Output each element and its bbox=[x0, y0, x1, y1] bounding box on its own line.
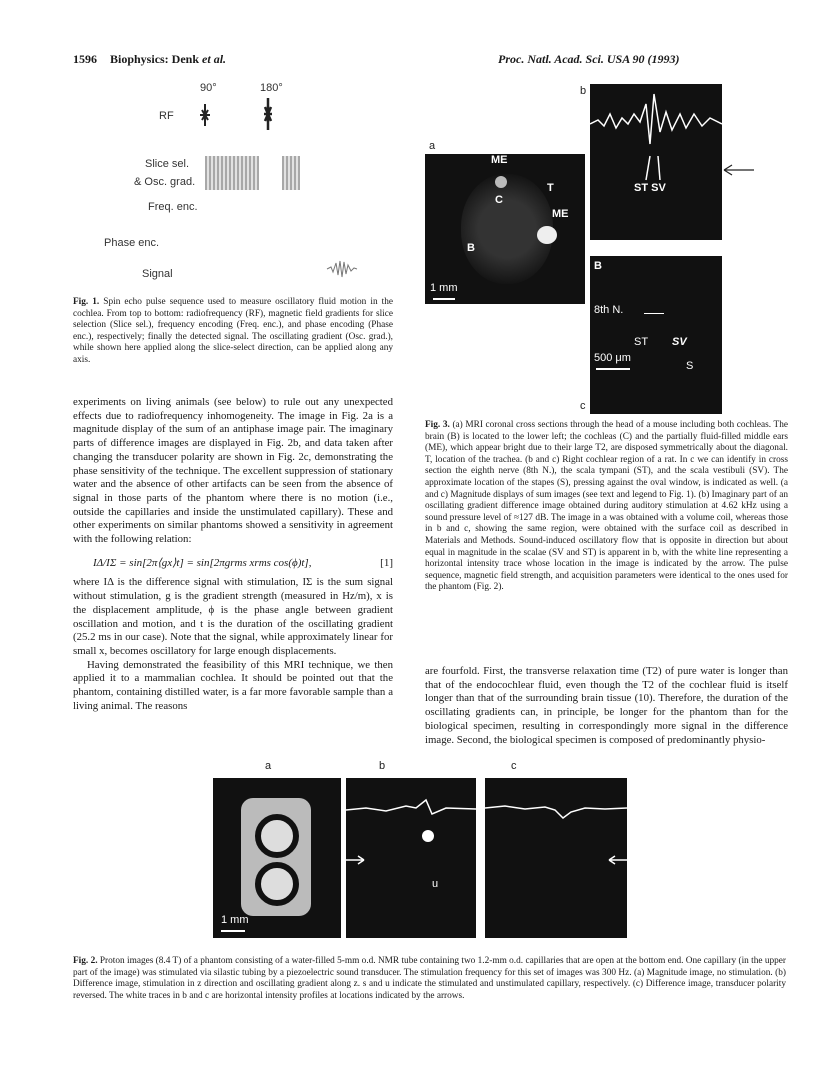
fig2-panel-b-label: b bbox=[379, 760, 386, 772]
running-header-left bbox=[73, 52, 226, 67]
fig3-caption bbox=[425, 420, 788, 594]
fig3-panel-c-label: c bbox=[580, 400, 586, 412]
fig2-a-capillary-s bbox=[255, 814, 299, 858]
left-paragraph-2: where IΔ is the difference signal with stimulation, IΣ is the sum signal without stimulation, g is the gradient strength (measured in Hz/m), x is the displacement amplitude, ϕ is the phase angle between gradient oscillation and motion, and t is the duration of the oscillating gradient (25.2 ms in our case). Note that the signal, while approximately linear for small x, becomes oscillatory for large enough displacements. bbox=[73, 576, 393, 657]
fig3-b-trace bbox=[590, 84, 722, 240]
fig3-panel-a-image bbox=[425, 154, 585, 304]
fig3-panel-c-image bbox=[590, 256, 722, 414]
fig1-caption bbox=[73, 297, 393, 367]
equation-number: [1] bbox=[380, 556, 393, 569]
fig2-a-scale-label: 1 mm bbox=[221, 914, 249, 926]
rf-pulse-90 bbox=[198, 102, 212, 128]
osc-gradient-block-1 bbox=[205, 156, 259, 190]
fig1-caption-label: Fig. 1. bbox=[73, 297, 100, 307]
fig3-a-label-c: C bbox=[495, 194, 503, 206]
fig3-c-label-b: B bbox=[594, 260, 602, 272]
fig3-caption-text: (a) MRI coronal cross sections through the head of a mouse including both cochleas. The brain (B) is located to the lower left; the cochleas (C) and the partially fluid-filled middle ears (ME), which appear bright due to their large T2, are disposed symmetrically about the diagonal. T, location of the trachea. (b and c) Right cochlear region of a rat. In c we can identify in cross section the eighth nerve (8th N.), the scala tympani (ST), and the scala vestibuli (SV). The approximate location of the stapes (S), pressing against the oval window, is indicated as well. (a and c) Magnitude displays of sum images (see text and legend to Fig. 1). (b) Imaginary part of an oscillating gradient difference image obtained during auditory stimulation at 4.62 kHz using a sound pressure level of ≈127 dB. The image in a was obtained with a volume coil, whereas those in b and c, showing the same region, were obtained with the surface coil as described in Materials and Methods. Sound-induced oscillatory flow that is opposite in direction but about equal in magnitude in the scalae (SV and ST) is apparent in b, with the white line representing a horizontal intensity trace whose location in the image is indicated by the arrow. The pulse sequence, magnetic field strength, and acquisition parameters were identical to the ones used for the phantom (Fig. 2). bbox=[425, 420, 788, 593]
fig2-caption-text: Proton images (8.4 T) of a phantom consisting of a water-filled 5-mm o.d. NMR tube containing two 1.2-mm o.d. capillaries that are open at the bottom end. One capillary (in the upper part of the image) was stimulated via silastic tubing by a piezoelectric sound transducer. The stimulation frequency for this set of images was 300 Hz. (a) Magnitude image, no stimulation. (b) Difference image, stimulation in z direction and oscillating gradient along z. s and u indicate the stimulated and unstimulated capillary, respectively. (c) Difference image, transducer polarity reversed. The white traces in b and c are horizontal intensity profiles at locations indicated by the arrows. bbox=[73, 956, 786, 1001]
fig2-panel-a-image bbox=[213, 778, 341, 938]
fig1-label-phase-enc: Phase enc. bbox=[104, 237, 160, 249]
fig3-a-label-me1: ME bbox=[491, 154, 508, 166]
fig2-caption bbox=[73, 956, 786, 1002]
fig3-c-label-s: S bbox=[686, 360, 694, 372]
fig2-panel-a-label: a bbox=[265, 760, 272, 772]
fig3-a-bright-blob bbox=[537, 226, 557, 244]
figure-2 bbox=[213, 760, 633, 950]
fig3-a-label-b: B bbox=[467, 242, 475, 254]
section-title: Biophysics: Denk bbox=[110, 52, 200, 66]
fig1-caption-text: Spin echo pulse sequence used to measure oscillatory fluid motion in the cochlea. From top to bottom: radiofrequency (RF), magnetic field gradients for slice selection (Slice sel.), frequency encoding (Freq. enc.), and phase encoding (Phase enc.), respectively; finally the detected signal. The oscillating gradient (Osc. grad.), while shown here applied along the slice-select direction, can be applied along any axis. bbox=[73, 297, 393, 365]
fig3-panel-a-label: a bbox=[429, 140, 436, 152]
fig2-c-trace bbox=[485, 778, 627, 938]
equation-1: IΔ/IΣ = sin[2π⟨gx⟩t] = sin[2πgrms xrms cos(ϕ)t], bbox=[93, 556, 312, 569]
fig3-a-me-blob bbox=[495, 176, 507, 188]
fig3-c-nerve-line bbox=[644, 313, 664, 314]
fig1-angle-180: 180° bbox=[260, 82, 283, 94]
fig3-c-label-sv: SV bbox=[672, 336, 687, 348]
equation-row bbox=[73, 557, 393, 571]
fig3-a-scale-label: 1 mm bbox=[430, 282, 458, 294]
fig2-b-trace bbox=[346, 778, 476, 938]
left-paragraph-3: Having demonstrated the feasibility of this MRI technique, we then applied it to a mammalian cochlea. It should be pointed out that the phantom, containing distilled water, is a far more favorable sample than a living animal. The reasons bbox=[73, 658, 393, 712]
author-etal: et al. bbox=[202, 52, 227, 66]
figure-1 bbox=[60, 80, 390, 290]
fig1-label-signal: Signal bbox=[142, 268, 173, 280]
fig3-a-scale-bar bbox=[433, 298, 455, 300]
fig2-a-capillary-u bbox=[255, 862, 299, 906]
left-paragraph-1: experiments on living animals (see below) to rule out any unexpected effects due to radiofrequency inhomogeneity. The image in Fig. 2a is a magnitude display of the sum of an antiphase image pair. The imaginary parts of difference images are displayed in Fig. 2b, and data taken after changing the transducer polarity are shown in Fig. 2c, demonstrating the phase sensitivity of the technique. The excellent suppression of stationary water and the absence of other artifacts can be seen from the absence of signal in those parts of the phantom where there is no motion (i.e., outside the capillaries and inside the unstimulated capillary). These and other experiments on similar phantoms showed a sensitivity in agreement with the following relation: bbox=[73, 396, 393, 546]
rf-pulse-180 bbox=[261, 96, 275, 132]
fig2-a-scale-bar bbox=[221, 930, 245, 932]
fig3-a-label-me2: ME bbox=[552, 208, 569, 220]
right-paragraph-1: are fourfold. First, the transverse relaxation time (T2) of pure water is longer than that of the endocochlear fluid, even though the T2 of the cochlear fluid is itself longer than that of the surrounding brain tissue (10). Therefore, the duration of the oscillating gradients can, in principle, be longer for the phantom than for the biological specimen, resulting in correspondingly more signal in the difference image. Second, the biological specimen is composed of predominantly physio- bbox=[425, 665, 788, 746]
fig3-c-label-st: ST bbox=[634, 336, 649, 348]
fig1-angle-90: 90° bbox=[200, 82, 217, 94]
fig3-b-arrow bbox=[720, 164, 756, 176]
echo-signal bbox=[325, 258, 359, 280]
fig2-b-label-u: u bbox=[432, 878, 439, 890]
fig1-label-freq-enc: Freq. enc. bbox=[148, 201, 198, 213]
fig3-panel-b-image bbox=[590, 84, 722, 240]
fig2-panel-c-image bbox=[485, 778, 627, 938]
right-column-text bbox=[425, 665, 788, 747]
fig3-b-st-sv: ST SV bbox=[634, 182, 666, 194]
left-column-text bbox=[73, 396, 393, 713]
fig2-caption-label: Fig. 2. bbox=[73, 956, 98, 966]
journal-citation: Proc. Natl. Acad. Sci. USA 90 (1993) bbox=[498, 52, 680, 66]
fig2-panel-b-image bbox=[346, 778, 476, 938]
fig3-a-label-t: T bbox=[547, 182, 554, 194]
fig3-c-label-8th: 8th N. bbox=[594, 304, 624, 316]
fig1-label-slice-sel: Slice sel. bbox=[145, 158, 190, 170]
fig3-caption-label: Fig. 3. bbox=[425, 420, 450, 430]
fig1-label-rf: RF bbox=[159, 110, 174, 122]
fig3-c-scale-bar bbox=[596, 368, 630, 370]
osc-gradient-block-2 bbox=[282, 156, 300, 190]
page-number: 1596 bbox=[73, 52, 97, 66]
fig3-c-scale-label: 500 μm bbox=[594, 352, 631, 364]
fig2-panel-c-label: c bbox=[511, 760, 517, 772]
fig1-label-osc-grad: & Osc. grad. bbox=[134, 176, 196, 188]
fig3-panel-b-label: b bbox=[580, 85, 587, 97]
